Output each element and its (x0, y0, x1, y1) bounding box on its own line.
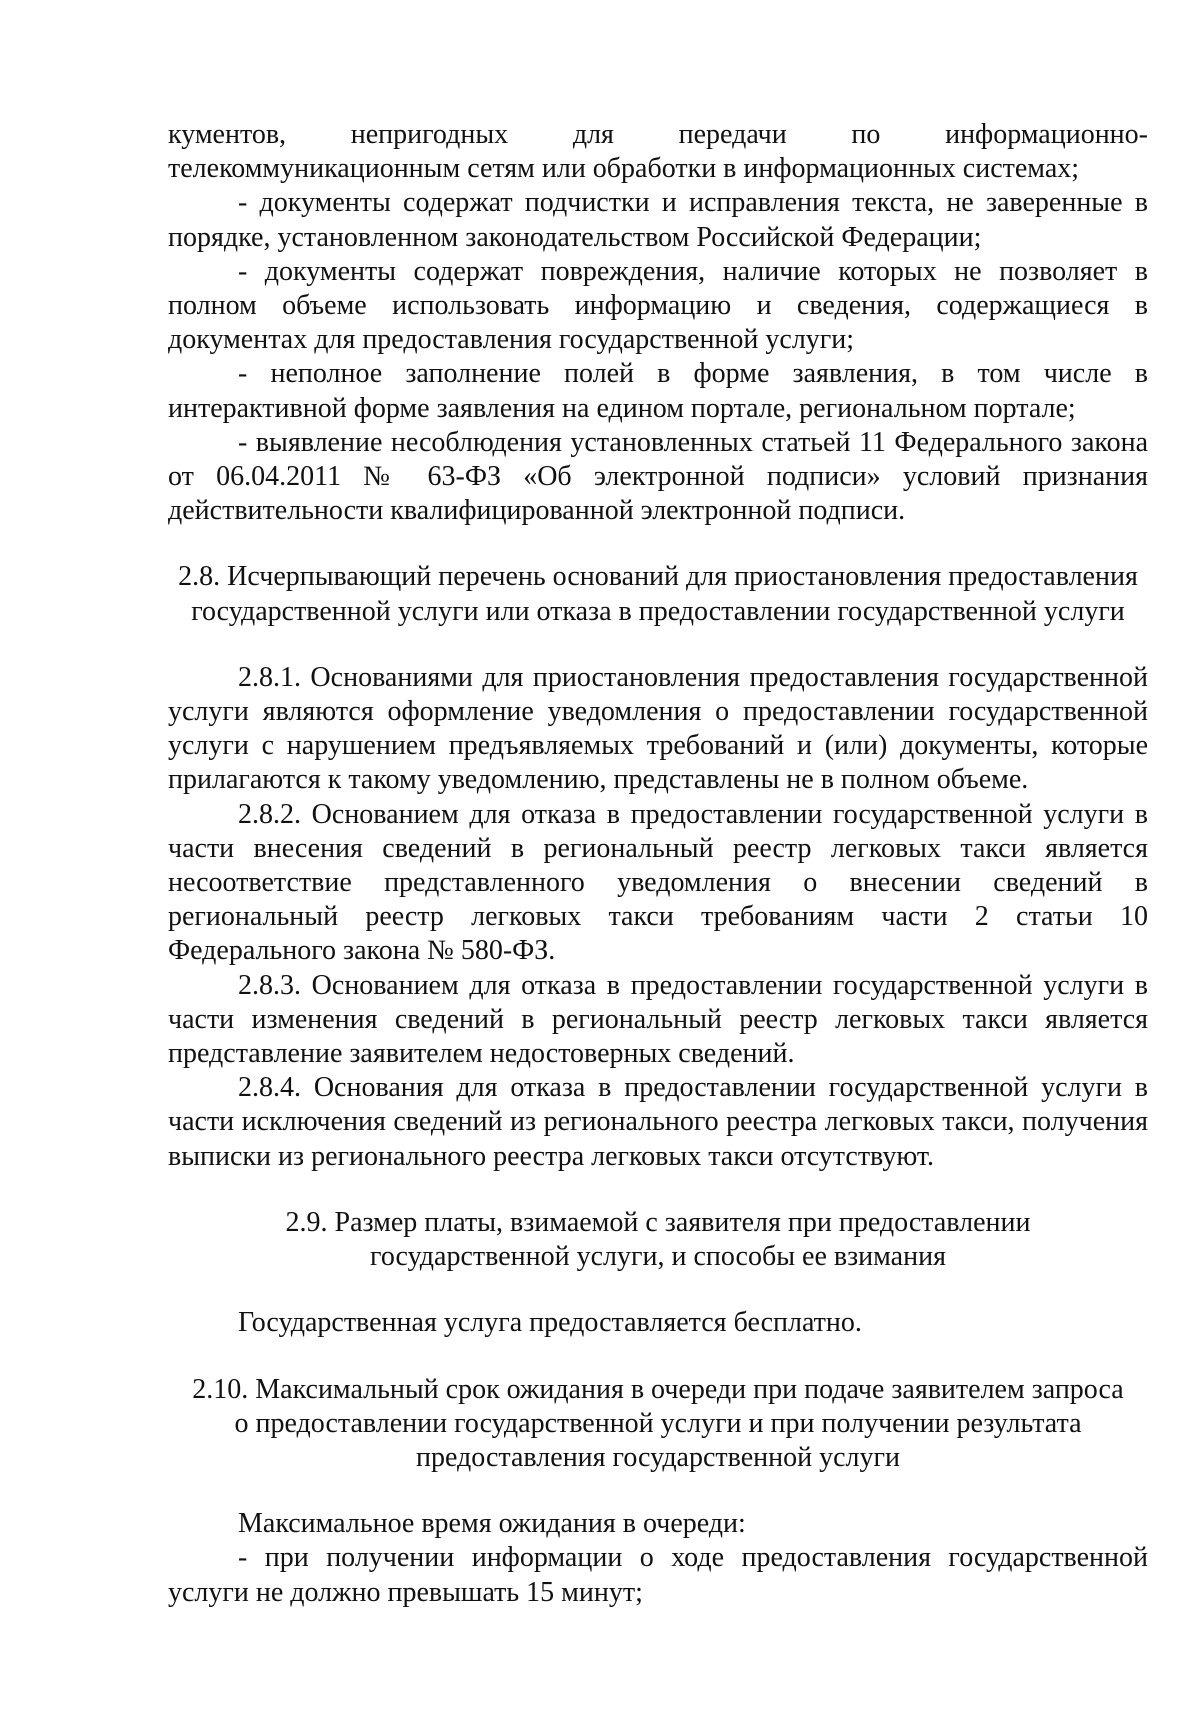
list-item-signature: - выявление несоблюдения установленных статьей 11 Федерального закона от 06.04.2011 № 63-ФЗ «Об электронной подписи» условий признания действительности квалифицированной электронной подписи. (168, 426, 1148, 527)
list-item-damage: - документы содержат повреждения, наличие которых не позволяет в полном объеме использовать информацию и сведения, содержащиеся в документах для предоставления государственной услуги; (168, 255, 1148, 356)
section-heading-2-10-line2: о предоставлении государственной услуги и при получении результата (234, 1407, 1082, 1439)
section-heading-2-9-line1: 2.9. Размер платы, взимаемой с заявителя при предоставлении (285, 1206, 1031, 1238)
list-item-corrections: - документы содержат подчистки и исправления текста, не заверенные в порядке, установленном законодательством Российской Федерации; (168, 187, 1148, 253)
paragraph-2-9-free: Государственная услуга предоставляется бесплатно. (238, 1307, 862, 1339)
paragraph-2-8-4: 2.8.4. Основания для отказа в предоставлении государственной услуги в части исключения сведений из регионального реестра легковых такси, получения выписки из регионального реестра легковых такси отсутствуют. (168, 1072, 1148, 1172)
paragraph-2-8-2-line5: Федерального закона № 580-ФЗ. (168, 935, 556, 967)
list-item-wait-info: - при получении информации о ходе предоставления государственной услуги не должно превышать 15 минут; (168, 1542, 1148, 1608)
paragraph-2-8-2-line2: части внесения сведений в региональный реестр легковых такси является (168, 832, 1148, 864)
paragraph-2-8-2-line3: несоответствие представленного уведомления о внесении сведений в (168, 867, 1148, 899)
paragraph-2-8-1: 2.8.1. Основаниями для приостановления предоставления государственной услуги являются оформление уведомления о предоставлении государственной услуги с нарушением предъявляемых требований и (или) документы, которые прилагаются к такому уведомлению, представлены не в полном объеме. (168, 661, 1148, 796)
paragraph-2-10-intro: Максимальное время ожидания в очереди: (238, 1508, 746, 1540)
paragraph-continuation: кументов, непригодных для передачи по информационно-телекоммуникационным сетям или обработки в информационных системах; (168, 119, 1148, 185)
paragraph-2-8-2-line4: региональный реестр легковых такси требованиям части 2 статьи 10 (168, 901, 1148, 933)
section-heading-2-10-line3: предоставления государственной услуги (416, 1441, 900, 1473)
section-heading-2-10-line1: 2.10. Максимальный срок ожидания в очереди при подаче заявителем запроса (192, 1373, 1124, 1405)
section-heading-2-8-line1: 2.8. Исчерпывающий перечень оснований для приостановления предоставления (178, 561, 1138, 593)
document-page (168, 118, 1148, 1610)
paragraph-2-8-3: 2.8.3. Основанием для отказа в предоставлении государственной услуги в части изменения сведений в региональный реестр легковых такси является представление заявителем недостоверных сведений. (168, 969, 1148, 1070)
section-heading-2-8-line2: государственной услуги или отказа в предоставлении государственной услуги (191, 595, 1125, 627)
paragraph-2-8-2 (168, 798, 1148, 969)
section-heading-2-9-line2: государственной услуги, и способы ее взимания (370, 1241, 946, 1273)
list-item-incomplete-fields: - неполное заполнение полей в форме заявления, в том числе в интерактивной форме заявления на едином портале, региональном портале; (168, 358, 1148, 424)
paragraph-2-8-2-line1: 2.8.2. Основанием для отказа в предоставлении государственной услуги в (238, 798, 1148, 830)
